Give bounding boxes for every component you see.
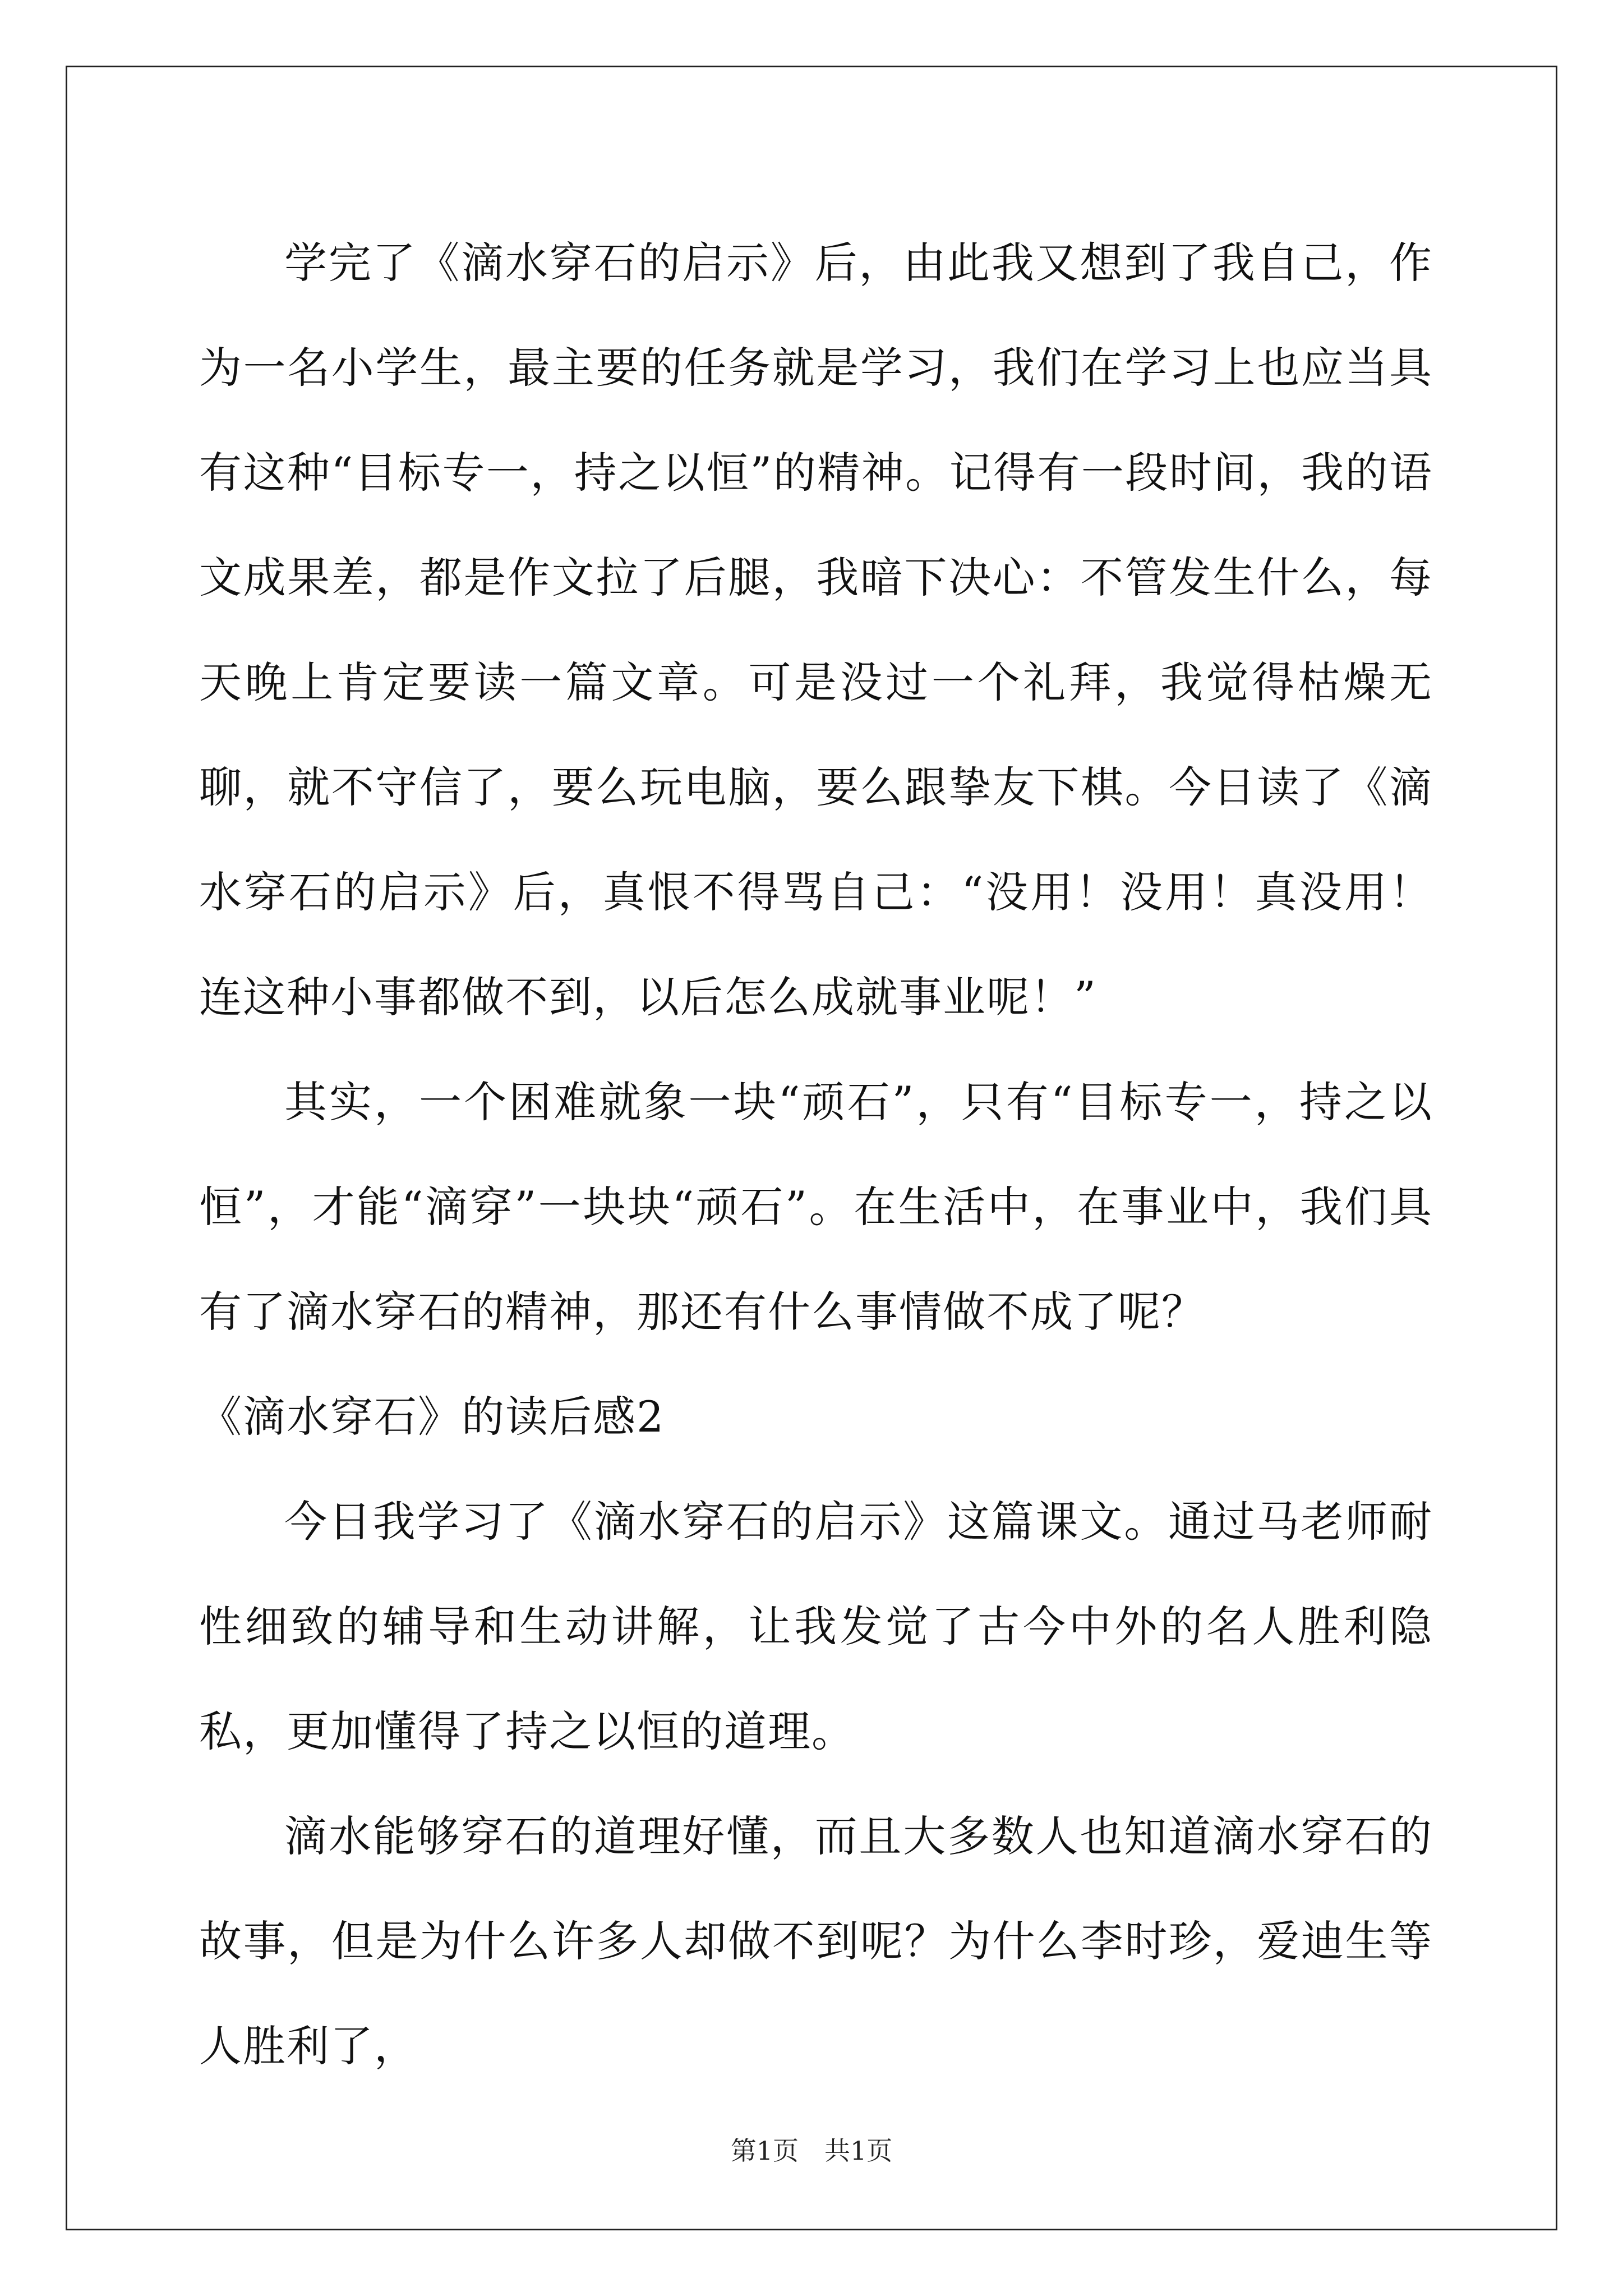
- paragraph-3: 今日我学习了《滴水穿石的启示》这篇课文。通过马老师耐性细致的辅导和生动讲解，让我发觉了古今中外的名人胜利隐私，更加懂得了持之以恒的道理。: [199, 1497, 1433, 1756]
- paragraph-2: 其实，一个困难就象一块“顽石”，只有“目标专一，持之以恒”，才能“滴穿”一块块“顽石”。在生活中，在事业中，我们具有了滴水穿石的精神，那还有什么事情做不成了呢？: [199, 1077, 1433, 1337]
- paragraph-1: 学完了《滴水穿石的启示》后，由此我又想到了我自己，作为一名小学生，最主要的任务就是学习，我们在学习上也应当具有这种“目标专一，持之以恒”的精神。记得有一段时间，我的语文成果差，都是作文拉了后腿，我暗下决心：不管发生什么，每天晚上肯定要读一篇文章。可是没过一个礼拜，我觉得枯燥无聊，就不守信了，要么玩电脑，要么跟挚友下棋。今日读了《滴水穿石的启示》后，真恨不得骂自己：“没用！没用！真没用！连这种小事都做不到，以后怎么成就事业呢！”: [199, 238, 1433, 1022]
- page-total: 共1页: [824, 2136, 893, 2166]
- page-footer: [0, 2131, 1623, 2168]
- document-body: [199, 210, 1433, 2099]
- section-heading: 《滴水穿石》的读后感2: [199, 1392, 665, 1442]
- paragraph-4: 滴水能够穿石的道理好懂，而且大多数人也知道滴水穿石的故事，但是为什么许多人却做不到呢？为什么李时珍，爱迪生等人胜利了，: [199, 1811, 1433, 2071]
- page-number: 第1页: [730, 2136, 799, 2166]
